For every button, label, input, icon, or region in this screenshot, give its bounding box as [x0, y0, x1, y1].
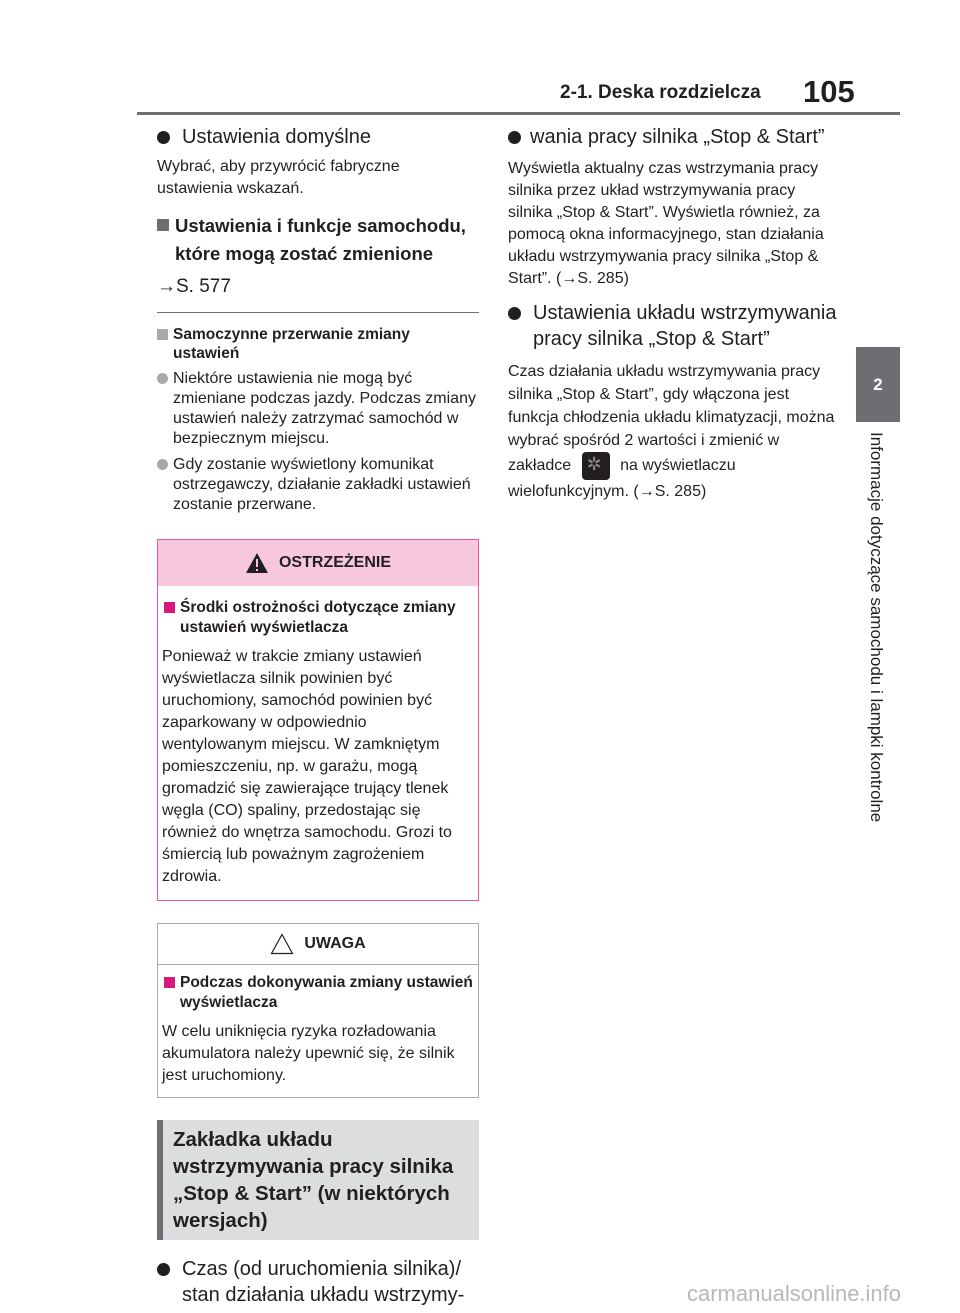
page-reference[interactable]: →S. 577: [157, 276, 231, 297]
bullet-heading-defaults: Ustawienia domyślne: [157, 124, 479, 150]
note-bullet-2: Gdy zostanie wyświetlony komunikat ostrzegawczy, działanie zakładki ustawień zostanie przerwane.: [157, 455, 479, 515]
warning-heading: Środki ostrożności dotyczące zmiany ustawień wyświetlacza: [162, 598, 474, 638]
settings-text-part-2[interactable]: na wyświetlaczu wielofunkcyjnym. (→S. 285): [508, 457, 736, 500]
note-bullet-1: Niektóre ustawienia nie mogą być zmieniane podczas jazdy. Podczas zmiany ustawień należy zatrzymać samochód w bezpiecznym miejscu.: [157, 369, 479, 449]
warning-text: Ponieważ w trakcie zmiany ustawień wyświetlacza silnik powinien być uruchomiony, samochód powinien być zaparkowany w odpowiednio wentylowanym miejscu. W zamkniętym pomieszczeniu, np. w garażu, mogą gromadzić się zawierające trujący tlenek węgla (CO) spaliny, przedostając się również do wnętrza samochodu. Grozi to śmiercią lub poważnym zagrożeniem zdrowia.: [162, 648, 452, 885]
vehicle-settings-heading: Ustawienia i funkcje samochodu, które mogą zostać zmienione: [157, 212, 479, 268]
gear-icon: [582, 452, 610, 480]
engine-time-text[interactable]: Wyświetla aktualny czas wstrzymania pracy silnika przez układ wstrzymywania pracy silnika „Stop & Start”. Wyświetla również, za pomocą okna informacyjnego, stan działania układu wstrzymywania pracy silnika „Stop & Start”. (→S. 285): [508, 160, 824, 287]
stop-start-tab-heading: Zakładka układu wstrzymywania pracy silnika „Stop & Start” (w niektórych wersjach): [157, 1120, 479, 1240]
left-column: [157, 124, 479, 1308]
bullet-heading-engine-time: Czas (od uruchomienia silnika)/ stan działania układu wstrzymy-: [157, 1256, 479, 1308]
warning-box: [157, 539, 479, 901]
warning-title: OSTRZEŻENIE: [278, 554, 391, 571]
divider: [157, 312, 479, 313]
page-number: 105: [803, 74, 855, 109]
right-column: [508, 124, 838, 503]
section-title: 2-1. Deska rozdzielcza: [560, 82, 761, 103]
caution-triangle-icon: [270, 933, 294, 955]
warning-title-bar: [158, 540, 478, 586]
bullet-heading-stop-start-settings: Ustawienia układu wstrzymywania pracy silnika „Stop & Start”: [508, 300, 838, 352]
chapter-title: Informacje dotyczące samochodu i lampki kontrolne: [867, 432, 886, 823]
settings-text-part-1: Czas działania układu wstrzymywania pracy silnika „Stop & Start”, gdy włączona jest funkcja chłodzenia układu klimatyzacji, można wybrać spośród 2 wartości i zmienić w zakładce: [508, 363, 835, 475]
caution-title-bar: [158, 924, 478, 965]
caution-heading: Podczas dokonywania zmiany ustawień wyświetlacza: [162, 973, 474, 1013]
caution-box: [157, 923, 479, 1098]
chapter-tab: 2: [856, 347, 900, 422]
engine-time-heading-continued: wania pracy silnika „Stop & Start”: [508, 124, 838, 150]
warning-triangle-icon: [245, 552, 269, 574]
header-rule: [137, 112, 900, 115]
defaults-text: Wybrać, aby przywrócić fabryczne ustawienia wskazań.: [157, 158, 400, 197]
caution-title: UWAGA: [304, 935, 366, 952]
stop-start-settings-text: [508, 360, 838, 503]
note-heading: Samoczynne przerwanie zmiany ustawień: [157, 325, 479, 363]
watermark: carmanualsonline.info: [687, 1281, 902, 1306]
caution-text: W celu uniknięcia ryzyka rozładowania akumulatora należy upewnić się, że silnik jest uruchomiony.: [162, 1023, 455, 1084]
